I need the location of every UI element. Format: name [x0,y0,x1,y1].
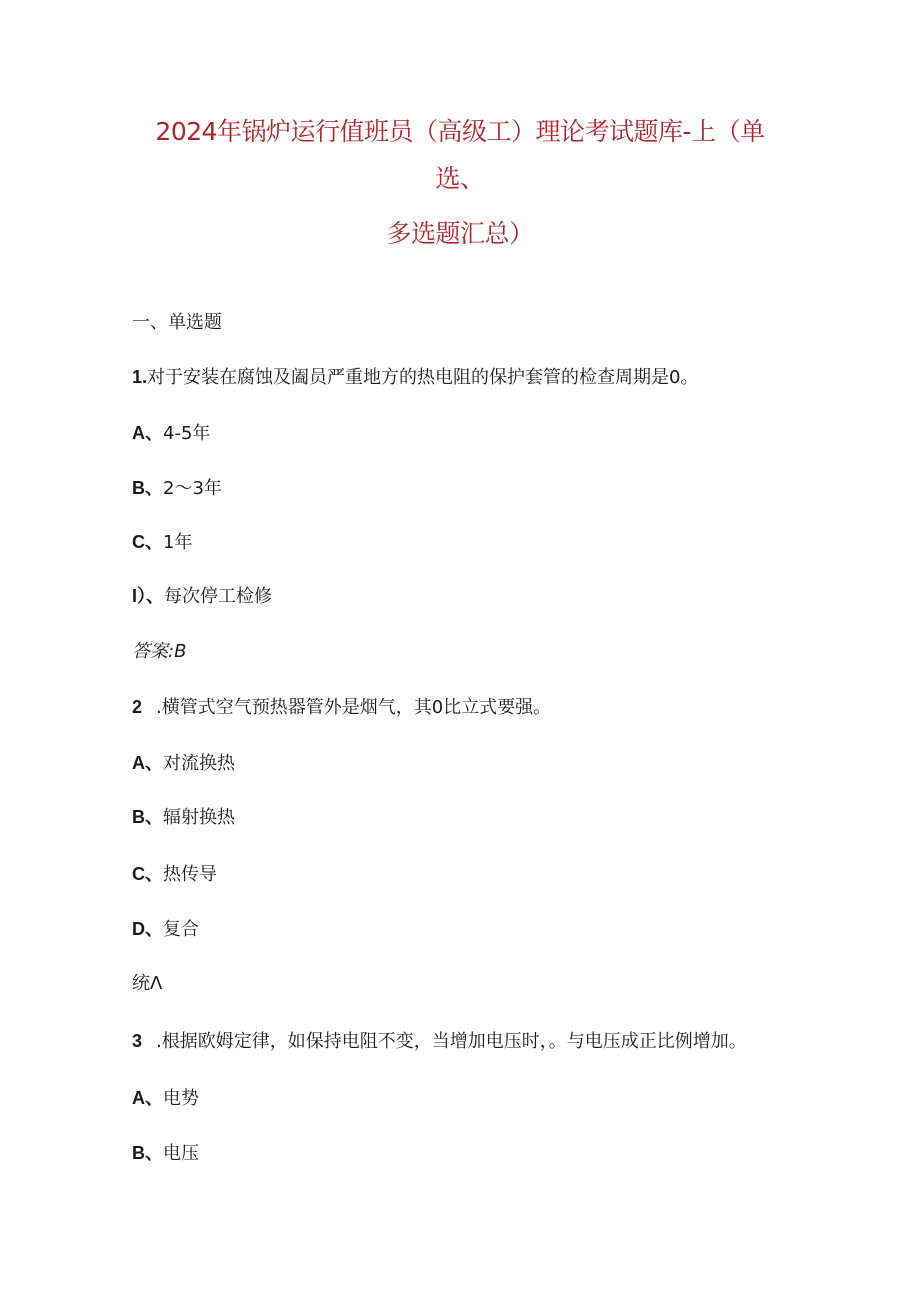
question-1-option-b [132,476,222,501]
question-2-answer: 统Λ [132,973,163,994]
question-number: 3 [132,1031,143,1051]
option-letter: C、 [132,532,163,552]
question-text: 对于安装在腐蚀及阖员严重地方的热电阻的保护套管的检查周期是0。 [147,367,699,388]
option-text: 辐射换热 [163,807,235,828]
document-title-line-2: 选、 [435,164,485,193]
question-2-option-c [132,862,217,887]
option-text: 电压 [163,1143,199,1164]
question-text: .横管式空气预热器管外是烟气，其0比立式要强。 [156,697,552,718]
question-1-option-c [132,530,192,555]
question-3-option-a [132,1086,199,1111]
question-2-option-a [132,751,235,776]
question-2-option-b [132,805,235,830]
question-3 [132,1029,747,1054]
option-text: 2～3年 [163,478,222,499]
option-text: 对流换热 [163,753,235,774]
document-title-line-1: 2024年锅炉运行值班员（高级工）理论考试题库-上（单 [155,117,765,146]
option-text: 4-5年 [163,423,211,444]
question-2 [132,695,551,720]
option-letter: I）、 [132,586,165,606]
question-1-option-a [132,421,210,446]
question-number: 2 [132,697,143,717]
option-text: 1年 [163,532,193,553]
option-letter: A、 [132,423,163,443]
question-2-option-d [132,917,199,942]
option-text: 热传导 [163,864,217,885]
option-letter: B、 [132,478,163,498]
question-text: .根据欧姆定律，如保持电阻不变，当增加电压时，。与电压成正比例增加。 [156,1031,747,1052]
question-1-option-d [132,584,272,609]
option-letter: C、 [132,864,163,884]
question-1 [132,365,698,390]
option-letter: B、 [132,807,163,827]
section-heading: 一、单选题 [132,312,222,333]
option-text: 电势 [163,1088,199,1109]
option-letter: B、 [132,1143,163,1163]
question-1-answer: 答案:B [132,641,187,662]
option-letter: D、 [132,919,163,939]
document-title-line-3: 多选题汇总） [386,219,534,248]
question-3-option-b [132,1141,199,1166]
option-text: 复合 [163,919,199,940]
option-letter: A、 [132,1088,163,1108]
question-number: 1. [132,367,148,387]
option-text: 每次停工检修 [164,586,273,607]
option-letter: A、 [132,753,163,773]
